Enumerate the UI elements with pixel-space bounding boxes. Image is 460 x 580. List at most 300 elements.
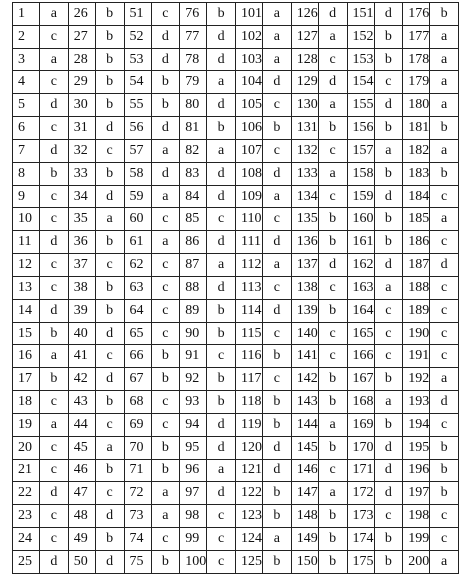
question-number: 152 [347,25,374,48]
question-number: 168 [347,391,374,414]
answer-letter: d [207,48,236,71]
question-number: 6 [13,117,40,140]
answer-letter: c [374,71,403,94]
answer-letter: a [318,25,347,48]
question-number: 149 [291,528,318,551]
answer-letter: d [95,368,124,391]
answer-letter: d [40,94,69,117]
answer-letter: b [95,391,124,414]
question-number: 44 [68,413,95,436]
question-number: 199 [403,528,430,551]
question-number: 1 [13,3,40,26]
table-row [13,368,459,391]
question-number: 123 [236,505,263,528]
answer-letter: c [318,276,347,299]
answer-letter: c [40,505,69,528]
question-number: 169 [347,413,374,436]
question-number: 148 [291,505,318,528]
answer-key-page [12,2,458,574]
answer-letter: c [40,459,69,482]
answer-letter: b [95,162,124,185]
question-number: 50 [68,550,95,573]
answer-letter: a [318,162,347,185]
question-number: 132 [291,139,318,162]
question-number: 189 [403,299,430,322]
question-number: 20 [13,436,40,459]
answer-letter: b [95,299,124,322]
question-number: 64 [124,299,151,322]
answer-letter: b [318,208,347,231]
answer-letter: c [430,528,459,551]
answer-letter: c [95,482,124,505]
answer-letter: b [318,528,347,551]
answer-letter: a [430,25,459,48]
question-number: 109 [236,185,263,208]
question-number: 177 [403,25,430,48]
question-number: 182 [403,139,430,162]
answer-letter: c [40,254,69,277]
answer-letter: d [207,25,236,48]
answer-letter: a [40,3,69,26]
answer-letter: a [40,345,69,368]
question-number: 59 [124,185,151,208]
answer-letter: c [151,322,180,345]
question-number: 129 [291,71,318,94]
question-number: 30 [68,94,95,117]
answer-letter: b [374,208,403,231]
answer-letter: b [374,413,403,436]
answer-letter: c [374,299,403,322]
answer-letter: d [430,254,459,277]
answer-letter: b [374,48,403,71]
question-number: 62 [124,254,151,277]
answer-letter: c [40,25,69,48]
answer-letter: a [374,391,403,414]
answer-letter: c [430,299,459,322]
question-number: 51 [124,3,151,26]
question-number: 42 [68,368,95,391]
question-number: 15 [13,322,40,345]
question-number: 172 [347,482,374,505]
answer-letter: a [430,208,459,231]
answer-letter: c [95,254,124,277]
question-number: 155 [347,94,374,117]
answer-letter: c [207,505,236,528]
question-number: 70 [124,436,151,459]
question-number: 22 [13,482,40,505]
answer-letter: d [207,231,236,254]
question-number: 197 [403,482,430,505]
question-number: 36 [68,231,95,254]
answer-letter: d [374,3,403,26]
question-number: 46 [68,459,95,482]
answer-letter: d [374,254,403,277]
answer-letter: a [151,505,180,528]
question-number: 151 [347,3,374,26]
answer-letter: c [40,391,69,414]
table-row [13,322,459,345]
table-row [13,436,459,459]
question-number: 146 [291,459,318,482]
question-number: 114 [236,299,263,322]
answer-letter: d [430,391,459,414]
table-row [13,345,459,368]
answer-letter: a [263,3,292,26]
answer-letter: c [151,276,180,299]
question-number: 165 [347,322,374,345]
answer-letter: b [374,117,403,140]
question-number: 28 [68,48,95,71]
answer-letter: d [374,94,403,117]
answer-letter: a [40,413,69,436]
answer-letter: a [374,139,403,162]
question-number: 185 [403,208,430,231]
answer-letter: a [263,48,292,71]
question-number: 74 [124,528,151,551]
answer-letter: c [263,368,292,391]
answer-letter: b [318,505,347,528]
question-number: 120 [236,436,263,459]
table-row [13,185,459,208]
question-number: 127 [291,25,318,48]
question-number: 97 [180,482,207,505]
answer-letter: b [95,276,124,299]
answer-letter: b [151,94,180,117]
table-row [13,459,459,482]
answer-letter: d [207,413,236,436]
question-number: 95 [180,436,207,459]
answer-letter: b [207,299,236,322]
question-number: 116 [236,345,263,368]
answer-letter: a [374,276,403,299]
answer-letter: b [207,391,236,414]
question-number: 186 [403,231,430,254]
question-number: 191 [403,345,430,368]
question-number: 12 [13,254,40,277]
answer-letter: b [95,231,124,254]
answer-letter: c [318,48,347,71]
answer-letter: a [151,185,180,208]
question-number: 181 [403,117,430,140]
question-number: 170 [347,436,374,459]
question-number: 196 [403,459,430,482]
table-row [13,276,459,299]
answer-letter: b [318,391,347,414]
question-number: 131 [291,117,318,140]
answer-letter: c [263,139,292,162]
question-number: 143 [291,391,318,414]
answer-letter: b [374,231,403,254]
question-number: 7 [13,139,40,162]
question-number: 49 [68,528,95,551]
question-number: 133 [291,162,318,185]
question-number: 57 [124,139,151,162]
answer-letter: c [263,94,292,117]
answer-key-table [12,2,459,574]
question-number: 130 [291,94,318,117]
question-number: 8 [13,162,40,185]
question-number: 45 [68,436,95,459]
question-number: 139 [291,299,318,322]
question-number: 38 [68,276,95,299]
question-number: 17 [13,368,40,391]
answer-letter: b [151,345,180,368]
question-number: 52 [124,25,151,48]
answer-letter: b [374,550,403,573]
question-number: 156 [347,117,374,140]
answer-letter: c [263,276,292,299]
answer-letter: a [430,71,459,94]
answer-letter: c [318,345,347,368]
table-row [13,139,459,162]
answer-letter: c [263,322,292,345]
table-row [13,550,459,573]
answer-letter: d [151,25,180,48]
answer-letter: c [430,231,459,254]
answer-letter: d [207,482,236,505]
question-number: 61 [124,231,151,254]
question-number: 82 [180,139,207,162]
question-number: 113 [236,276,263,299]
question-number: 105 [236,94,263,117]
question-number: 27 [68,25,95,48]
answer-letter: b [430,459,459,482]
answer-letter: c [40,117,69,140]
question-number: 111 [236,231,263,254]
answer-letter: a [207,71,236,94]
question-number: 192 [403,368,430,391]
answer-letter: c [430,413,459,436]
question-number: 167 [347,368,374,391]
question-number: 29 [68,71,95,94]
answer-letter: b [40,368,69,391]
answer-letter: b [430,436,459,459]
answer-letter: b [95,459,124,482]
question-number: 121 [236,459,263,482]
question-number: 4 [13,71,40,94]
answer-letter: d [207,185,236,208]
answer-letter: a [263,254,292,277]
answer-letter: b [263,391,292,414]
answer-letter: a [151,139,180,162]
question-number: 83 [180,162,207,185]
question-number: 150 [291,550,318,573]
question-number: 39 [68,299,95,322]
question-number: 71 [124,459,151,482]
question-number: 163 [347,276,374,299]
answer-letter: b [40,322,69,345]
answer-letter: b [263,482,292,505]
answer-letter: c [151,254,180,277]
question-number: 96 [180,459,207,482]
table-row [13,505,459,528]
table-row [13,413,459,436]
answer-letter: d [263,162,292,185]
question-number: 107 [236,139,263,162]
question-number: 126 [291,3,318,26]
answer-letter: d [263,299,292,322]
table-row [13,528,459,551]
answer-letter: b [95,25,124,48]
question-number: 187 [403,254,430,277]
question-number: 85 [180,208,207,231]
answer-letter: a [430,94,459,117]
question-number: 90 [180,322,207,345]
question-number: 21 [13,459,40,482]
answer-letter: d [95,185,124,208]
question-number: 18 [13,391,40,414]
question-number: 195 [403,436,430,459]
answer-letter: c [40,276,69,299]
answer-letter: c [40,185,69,208]
answer-letter: d [40,299,69,322]
answer-letter: c [151,3,180,26]
question-number: 26 [68,3,95,26]
answer-letter: b [40,162,69,185]
answer-letter: b [151,71,180,94]
table-row [13,482,459,505]
question-number: 125 [236,550,263,573]
question-number: 48 [68,505,95,528]
answer-letter: c [430,185,459,208]
question-number: 118 [236,391,263,414]
answer-letter: c [374,345,403,368]
question-number: 135 [291,208,318,231]
answer-letter: b [95,3,124,26]
question-number: 77 [180,25,207,48]
answer-letter: b [374,368,403,391]
answer-letter: a [318,94,347,117]
question-number: 2 [13,25,40,48]
answer-letter: c [151,299,180,322]
answer-letter: d [95,505,124,528]
answer-letter: b [430,117,459,140]
answer-letter: b [95,48,124,71]
answer-letter: d [40,139,69,162]
question-number: 68 [124,391,151,414]
answer-letter: b [207,368,236,391]
answer-letter: b [207,322,236,345]
answer-letter: b [430,482,459,505]
question-number: 145 [291,436,318,459]
question-number: 80 [180,94,207,117]
question-number: 67 [124,368,151,391]
answer-letter: a [40,48,69,71]
answer-letter: d [374,185,403,208]
answer-letter: b [151,550,180,573]
question-number: 94 [180,413,207,436]
question-number: 194 [403,413,430,436]
answer-letter: c [207,345,236,368]
question-number: 31 [68,117,95,140]
question-number: 140 [291,322,318,345]
answer-letter: b [318,436,347,459]
answer-letter: c [430,322,459,345]
question-number: 25 [13,550,40,573]
answer-letter: d [40,482,69,505]
answer-letter: d [263,231,292,254]
answer-letter: c [95,413,124,436]
question-number: 92 [180,368,207,391]
question-number: 88 [180,276,207,299]
question-number: 89 [180,299,207,322]
answer-letter: c [40,208,69,231]
answer-letter: a [207,459,236,482]
answer-letter: c [207,208,236,231]
answer-letter: b [318,299,347,322]
question-number: 60 [124,208,151,231]
answer-letter: d [374,436,403,459]
question-number: 14 [13,299,40,322]
answer-letter: a [318,413,347,436]
question-number: 137 [291,254,318,277]
answer-letter: c [40,436,69,459]
answer-letter: b [207,3,236,26]
question-number: 98 [180,505,207,528]
question-number: 174 [347,528,374,551]
answer-letter: a [318,482,347,505]
answer-letter: b [430,162,459,185]
answer-letter: b [207,117,236,140]
table-row [13,162,459,185]
table-row [13,299,459,322]
answer-letter: c [40,528,69,551]
table-row [13,231,459,254]
question-number: 179 [403,71,430,94]
question-number: 87 [180,254,207,277]
question-number: 86 [180,231,207,254]
table-row [13,94,459,117]
question-number: 166 [347,345,374,368]
answer-letter: b [95,94,124,117]
answer-letter: c [374,322,403,345]
answer-letter: d [207,162,236,185]
question-number: 16 [13,345,40,368]
table-row [13,208,459,231]
question-number: 56 [124,117,151,140]
question-number: 153 [347,48,374,71]
question-number: 141 [291,345,318,368]
answer-letter: b [263,550,292,573]
question-number: 73 [124,505,151,528]
table-row [13,254,459,277]
answer-letter: c [40,71,69,94]
answer-letter: a [430,550,459,573]
answer-letter: b [374,25,403,48]
answer-letter: a [263,25,292,48]
answer-letter: d [207,436,236,459]
question-number: 198 [403,505,430,528]
question-number: 157 [347,139,374,162]
question-number: 128 [291,48,318,71]
answer-letter: c [151,413,180,436]
answer-letter: d [263,71,292,94]
answer-letter: c [151,391,180,414]
question-number: 119 [236,413,263,436]
question-number: 75 [124,550,151,573]
answer-letter: d [40,550,69,573]
answer-letter: d [263,459,292,482]
answer-letter: c [207,528,236,551]
answer-letter: d [318,71,347,94]
answer-letter: c [318,459,347,482]
question-number: 41 [68,345,95,368]
question-number: 171 [347,459,374,482]
answer-letter: d [95,117,124,140]
answer-letter: a [430,48,459,71]
answer-letter: c [95,345,124,368]
answer-letter: c [318,185,347,208]
